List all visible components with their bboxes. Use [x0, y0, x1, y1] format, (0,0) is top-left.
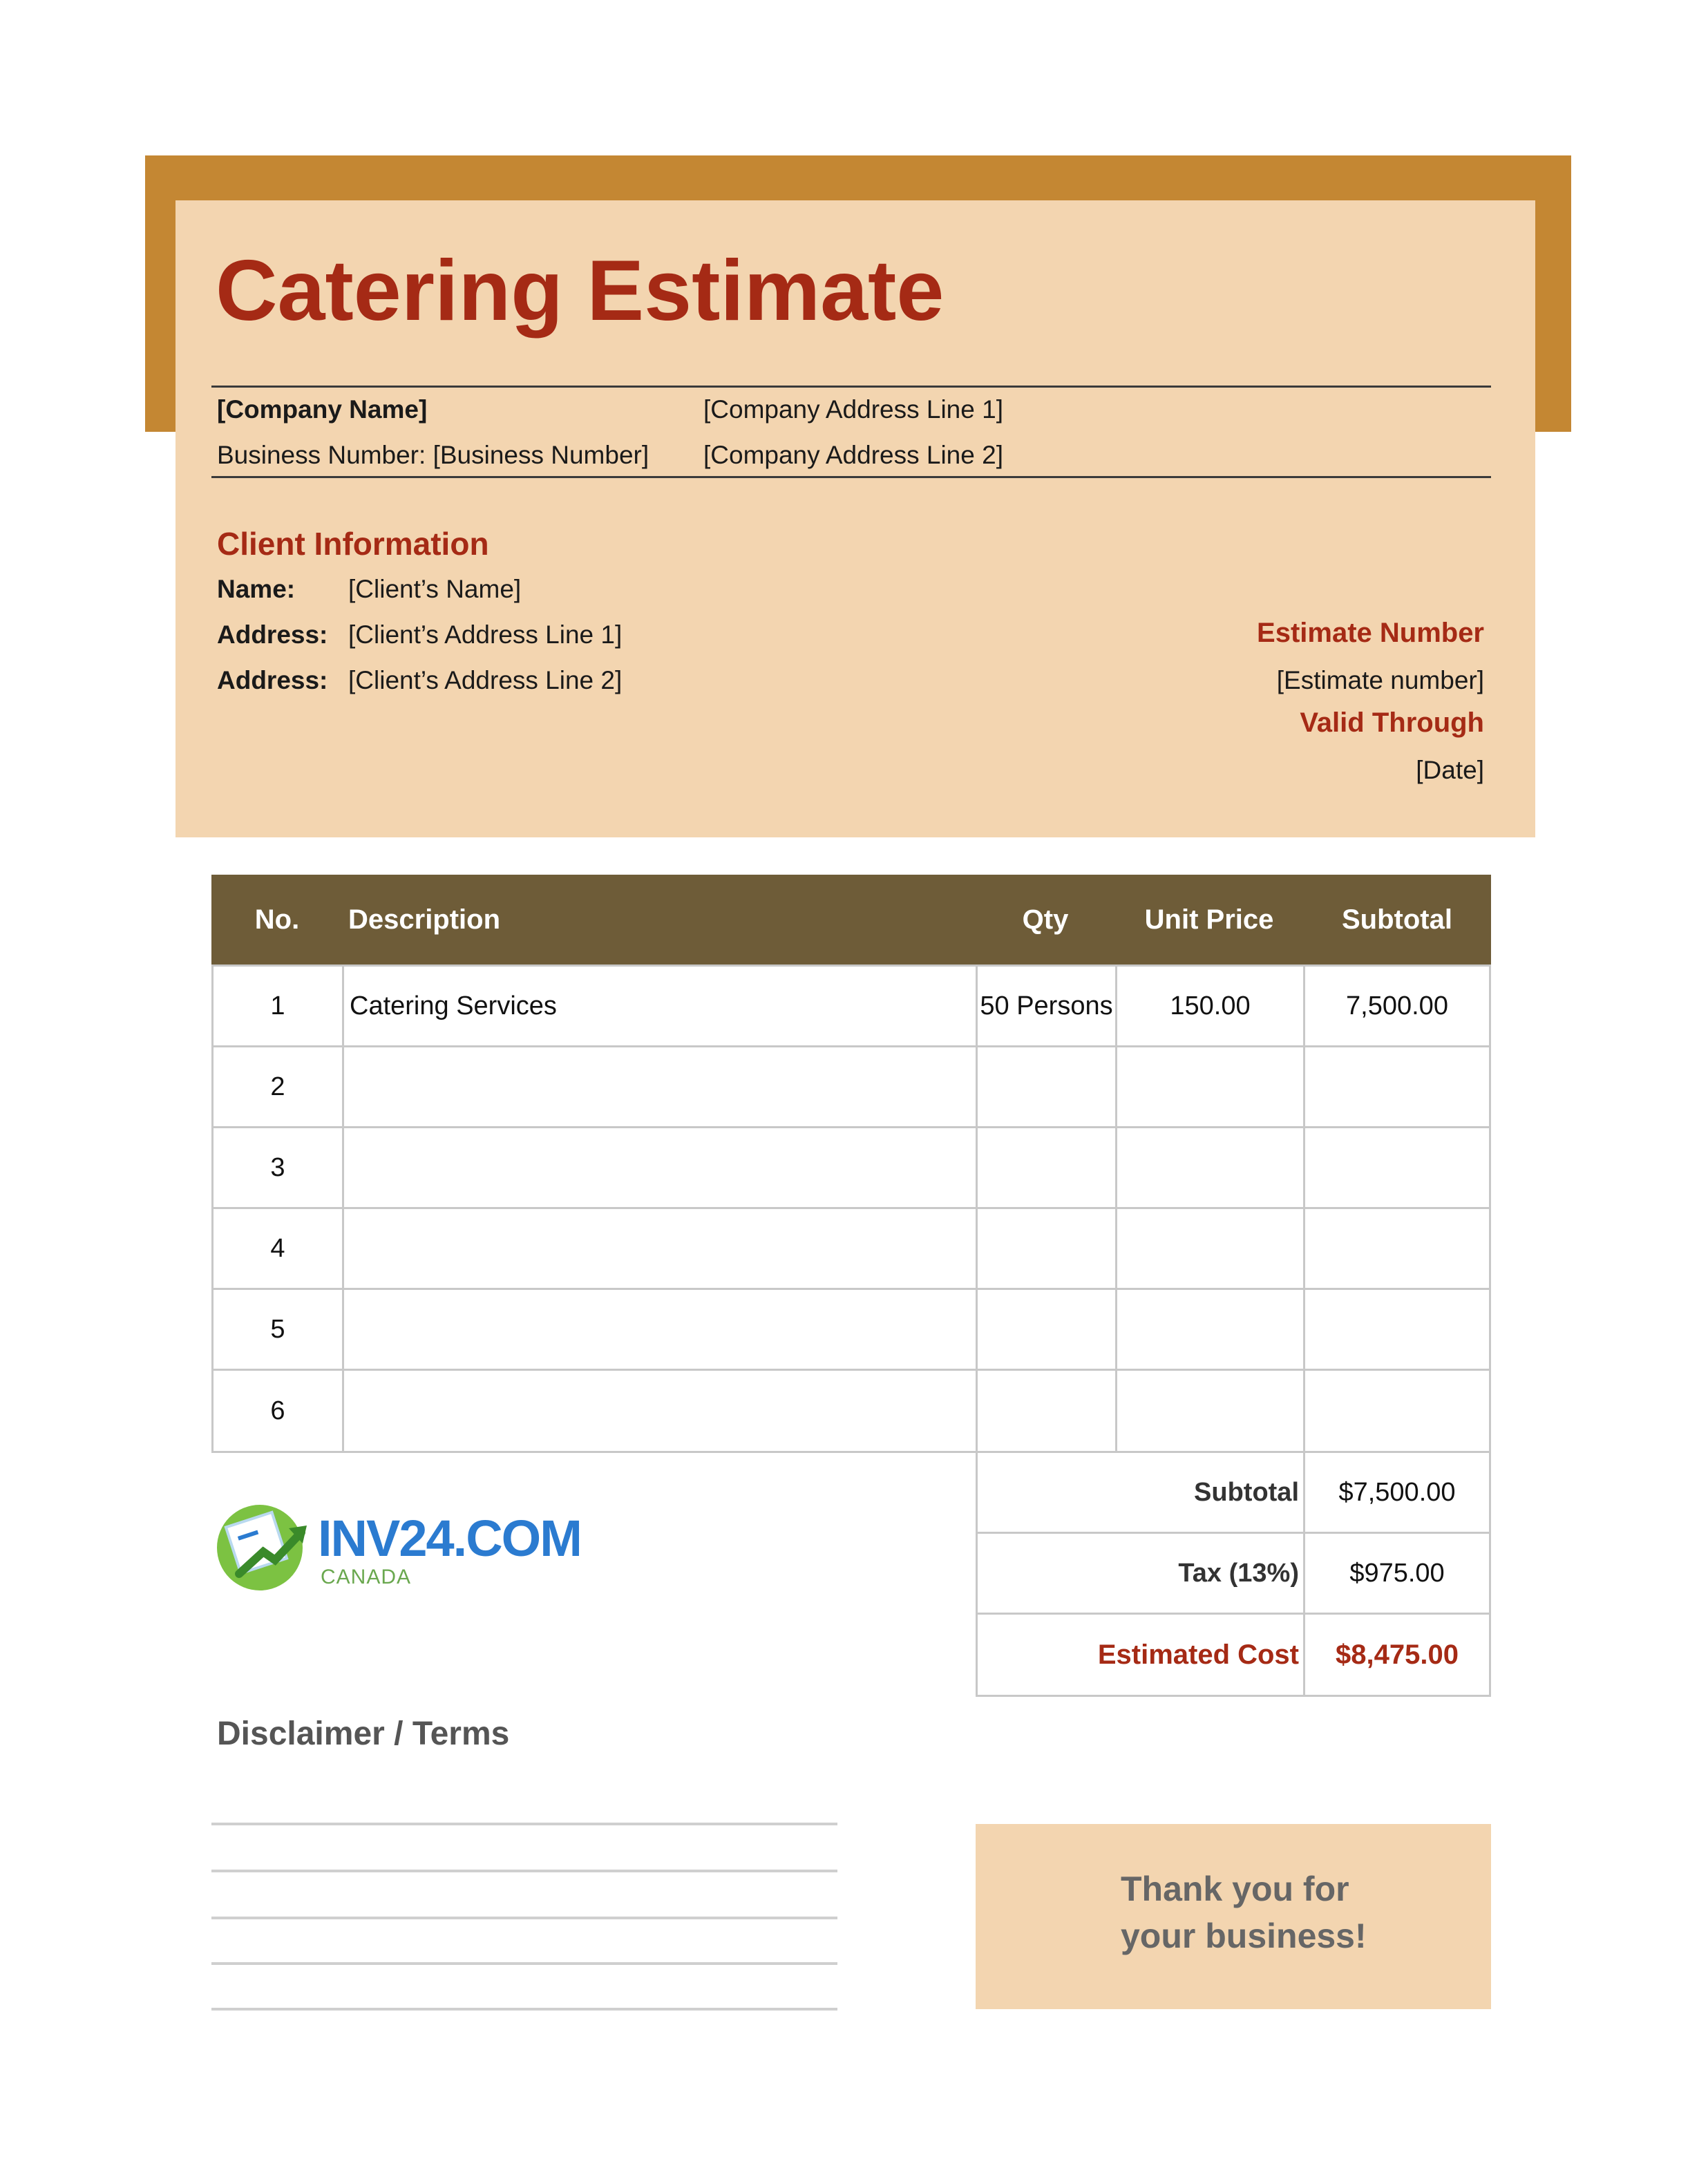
- table-row-2-description: [342, 1045, 978, 1128]
- table-row-1-description: Catering Services: [342, 965, 978, 1047]
- table-row-3-qty: [976, 1126, 1117, 1209]
- table-row-6-description: [342, 1369, 978, 1453]
- client-info-heading: Client Information: [217, 526, 489, 562]
- disclaimer-heading: Disclaimer / Terms: [217, 1716, 510, 1752]
- company-address-line-1: [Company Address Line 1]: [703, 395, 1003, 424]
- subtotal-label: Subtotal: [976, 1451, 1305, 1534]
- table-row-2-no: 2: [211, 1045, 344, 1128]
- business-number: Business Number: [Business Number]: [217, 441, 649, 469]
- logo-emblem-icon: [211, 1498, 315, 1595]
- table-row-6-subtotal: [1303, 1369, 1491, 1453]
- table-row-2-qty: [976, 1045, 1117, 1128]
- client-name-label: Name:: [217, 575, 296, 603]
- table-row-3-unit-price: [1115, 1126, 1305, 1209]
- table-row-6-no: 6: [211, 1369, 344, 1453]
- client-address-label-2: Address:: [217, 666, 328, 694]
- page-title: Catering Estimate: [216, 243, 945, 339]
- thank-you-line-1: Thank you for: [1121, 1870, 1349, 1908]
- table-row-6-qty: [976, 1369, 1117, 1453]
- table-row-5-description: [342, 1288, 978, 1371]
- table-row-4-no: 4: [211, 1207, 344, 1290]
- table-row-5-qty: [976, 1288, 1117, 1371]
- table-row-4-description: [342, 1207, 978, 1290]
- column-header-qty: Qty: [1022, 904, 1069, 935]
- column-header-unit-price: Unit Price: [1144, 904, 1274, 935]
- table-row-4-subtotal: [1303, 1207, 1491, 1290]
- valid-through-label: Valid Through: [1300, 707, 1484, 738]
- table-row-4-qty: [976, 1207, 1117, 1290]
- table-row-2-subtotal: [1303, 1045, 1491, 1128]
- tax-label: Tax (13%): [976, 1532, 1305, 1615]
- table-row-3-no: 3: [211, 1126, 344, 1209]
- table-row-6-unit-price: [1115, 1369, 1305, 1453]
- company-name: [Company Name]: [217, 395, 428, 424]
- terms-line-5: [211, 2008, 837, 2011]
- table-row-1-qty: 50 Persons: [976, 965, 1117, 1047]
- client-name-value: [Client’s Name]: [348, 575, 522, 603]
- column-header-subtotal: Subtotal: [1342, 904, 1452, 935]
- table-row-4-unit-price: [1115, 1207, 1305, 1290]
- client-address-label-1: Address:: [217, 620, 328, 649]
- client-address-value-1: [Client’s Address Line 1]: [348, 620, 623, 649]
- column-header-description: Description: [348, 904, 501, 935]
- table-row-5-unit-price: [1115, 1288, 1305, 1371]
- table-row-2-unit-price: [1115, 1045, 1305, 1128]
- estimated-cost-label: Estimated Cost: [976, 1613, 1305, 1697]
- header-divider-bottom: [211, 476, 1491, 478]
- estimated-cost-value: $8,475.00: [1303, 1613, 1491, 1697]
- header-divider-top: [211, 386, 1491, 388]
- terms-line-2: [211, 1870, 837, 1872]
- table-row-5-subtotal: [1303, 1288, 1491, 1371]
- thank-you-line-2: your business!: [1121, 1917, 1367, 1955]
- terms-line-4: [211, 1962, 837, 1965]
- terms-line-3: [211, 1917, 837, 1919]
- table-row-5-no: 5: [211, 1288, 344, 1371]
- estimate-number-value: [Estimate number]: [1276, 666, 1484, 694]
- thank-you-message: [1121, 1865, 1367, 1959]
- logo-text: INV24.COM: [318, 1510, 581, 1567]
- valid-through-value: [Date]: [1416, 756, 1484, 784]
- logo-subtext: CANADA: [321, 1566, 412, 1588]
- table-row-1-no: 1: [211, 965, 344, 1047]
- table-row-3-description: [342, 1126, 978, 1209]
- estimate-number-label: Estimate Number: [1257, 618, 1484, 648]
- table-row-3-subtotal: [1303, 1126, 1491, 1209]
- column-header-no: No.: [254, 904, 300, 935]
- table-row-1-subtotal: 7,500.00: [1303, 965, 1491, 1047]
- client-address-value-2: [Client’s Address Line 2]: [348, 666, 623, 694]
- company-address-line-2: [Company Address Line 2]: [703, 441, 1003, 469]
- tax-value: $975.00: [1303, 1532, 1491, 1615]
- subtotal-value: $7,500.00: [1303, 1451, 1491, 1534]
- terms-line-1: [211, 1823, 837, 1825]
- table-row-1-unit-price: 150.00: [1115, 965, 1305, 1047]
